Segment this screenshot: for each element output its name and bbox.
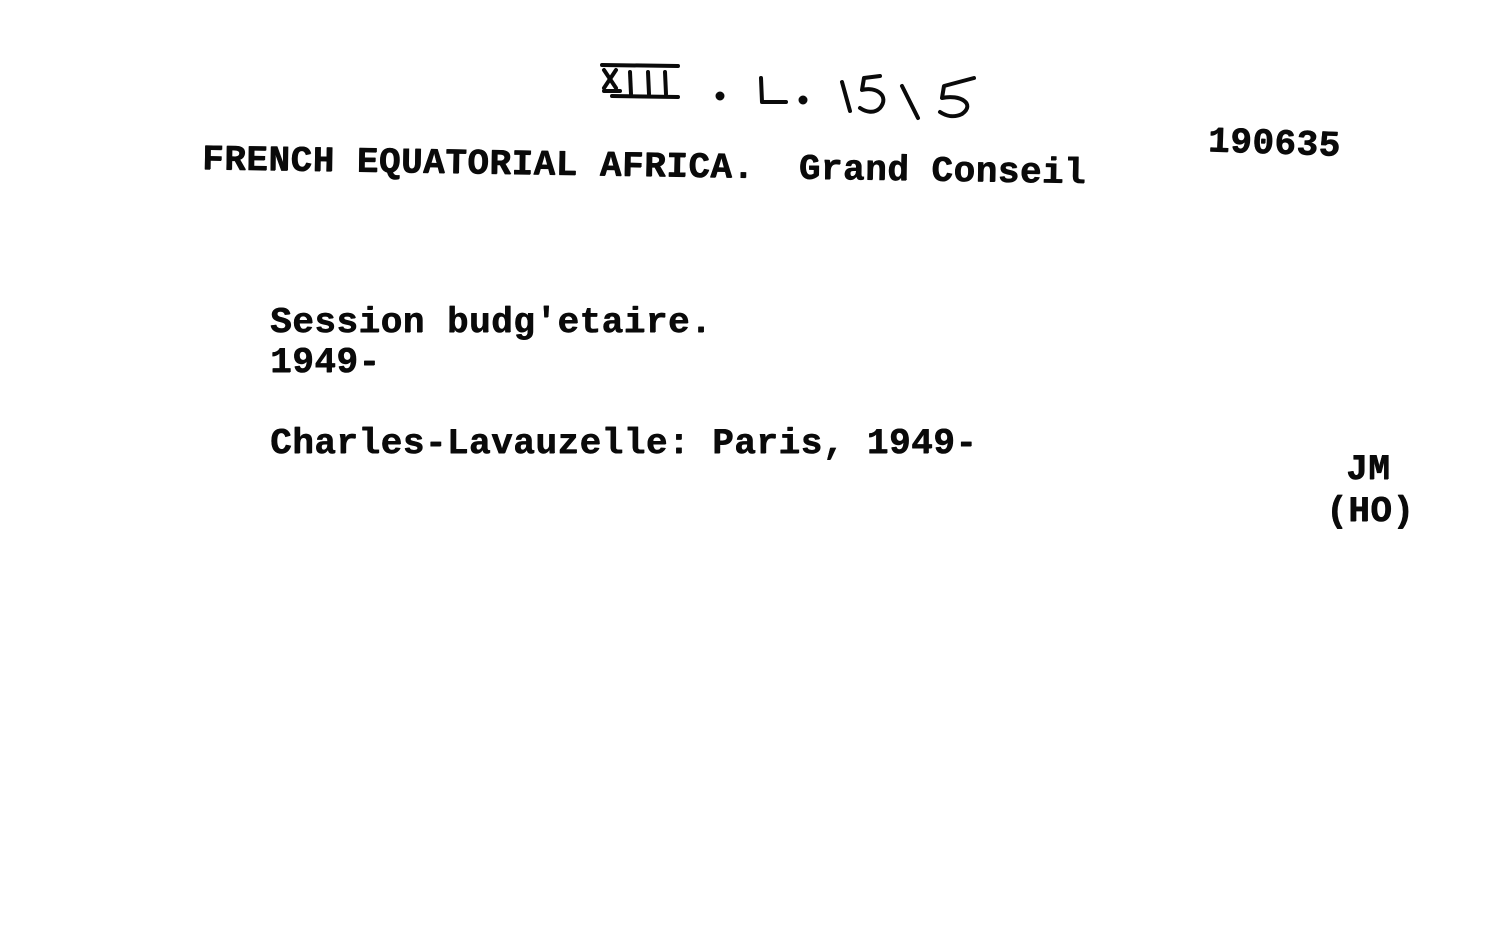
imprint-line: Charles-Lavauzelle: Paris, 1949- (270, 423, 978, 464)
cataloger-initials: JM (1346, 449, 1391, 490)
handwritten-call-number-drawing (598, 56, 998, 126)
main-heading: FRENCH EQUATORIAL AFRICA. Grand Conseil (201, 139, 1087, 194)
title-line: Session budg'etaire. (270, 302, 713, 343)
handwritten-call-number (598, 56, 998, 126)
accession-number: 190635 (1207, 121, 1342, 167)
cataloger-initials-secondary: (HO) (1326, 491, 1415, 532)
date-line: 1949- (270, 342, 381, 383)
